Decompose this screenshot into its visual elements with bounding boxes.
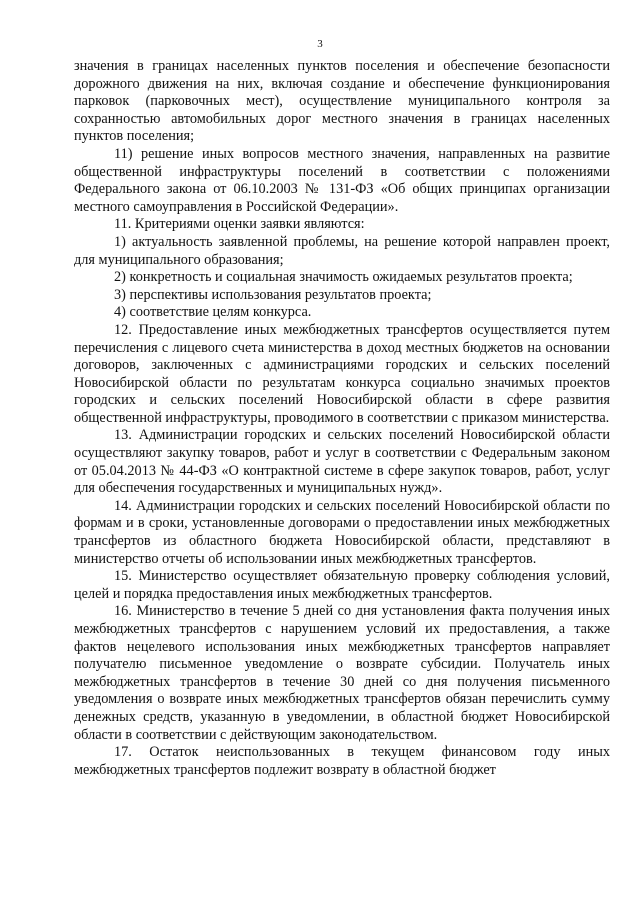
paragraph-criterion-2: 2) конкретность и социальная значимость ожидаемых результатов проекта;	[114, 269, 573, 286]
paragraph-continuation: значения в границах населенных пунктов поселения и обеспечение безопасности дорожного движения на них, включая создание и обеспечение функционирования парковок (парковочных мест), осуществление муниципального контроля за сохранностью автомобильных дорог местного значения в границах населенных пунктов поселения;	[74, 58, 610, 145]
paragraph-item-11-local-issues: 11) решение иных вопросов местного значения, направленных на развитие общественной инфраструктуры поселений в соответствии с положениями Федерального закона от 06.10.2003 № 131-ФЗ «Об общих принципах организации местного самоуправления в Российской Федерации».	[74, 145, 610, 215]
paragraph-13: 13. Администрации городских и сельских поселений Новосибирской области осуществляют закупку товаров, работ и услуг в соответствии с Федеральным законом от 05.04.2013 № 44-ФЗ «О контрактной системе в сфере закупок товаров, работ, услуг для обеспечения государственных и муниципальных нужд».	[74, 427, 610, 497]
paragraph-12: 12. Предоставление иных межбюджетных трансфертов осуществляется путем перечисления с лицевого счета министерства в доход местных бюджетов на основании договоров, заключенных с администрациями городских и сельских поселений Новосибирской области по результатам конкурса социально значимых проектов городских и сельских поселений Новосибирской области в сфере развития общественной инфраструктуры, проводимого в соответствии с приказом министерства.	[74, 321, 610, 426]
paragraph-14: 14. Администрации городских и сельских поселений Новосибирской области по формам и в сроки, установленные договорами о предоставлении иных межбюджетных трансфертов из областного бюджета Новосибирской области, представляют в министерство отчеты об использовании иных межбюджетных трансфертов.	[74, 497, 610, 567]
paragraph-16: 16. Министерство в течение 5 дней со дня установления факта получения иных межбюджетных трансфертов с нарушением условий их предоставления, а также фактов нецелевого использования иных межбюджетных трансфертов направляет получателю письменное уведомление о возврате субсидии. Получатель иных межбюджетных трансфертов в течение 30 дней со дня получения письменного уведомления о возврате иных межбюджетных трансфертов обязан перечислить сумму денежных средств, указанную в уведомлении, в областной бюджет Новосибирской области в соответствии с действующим законодательством.	[74, 603, 610, 743]
paragraph-criterion-3: 3) перспективы использования результатов проекта;	[114, 286, 432, 303]
paragraph-criteria-heading: 11. Критериями оценки заявки являются:	[114, 216, 365, 233]
document-body	[74, 58, 610, 779]
paragraph-15: 15. Министерство осуществляет обязательную проверку соблюдения условий, целей и порядка предоставления иных межбюджетных трансфертов.	[74, 568, 610, 602]
paragraph-criterion-4: 4) соответствие целям конкурса.	[114, 304, 312, 321]
page-number: 3	[317, 38, 323, 50]
paragraph-17: 17. Остаток неиспользованных в текущем финансовом году иных межбюджетных трансфертов подлежит возврату в областной бюджет	[74, 744, 610, 778]
paragraph-criterion-1: 1) актуальность заявленной проблемы, на решение которой направлен проект, для муниципального образования;	[74, 233, 610, 268]
